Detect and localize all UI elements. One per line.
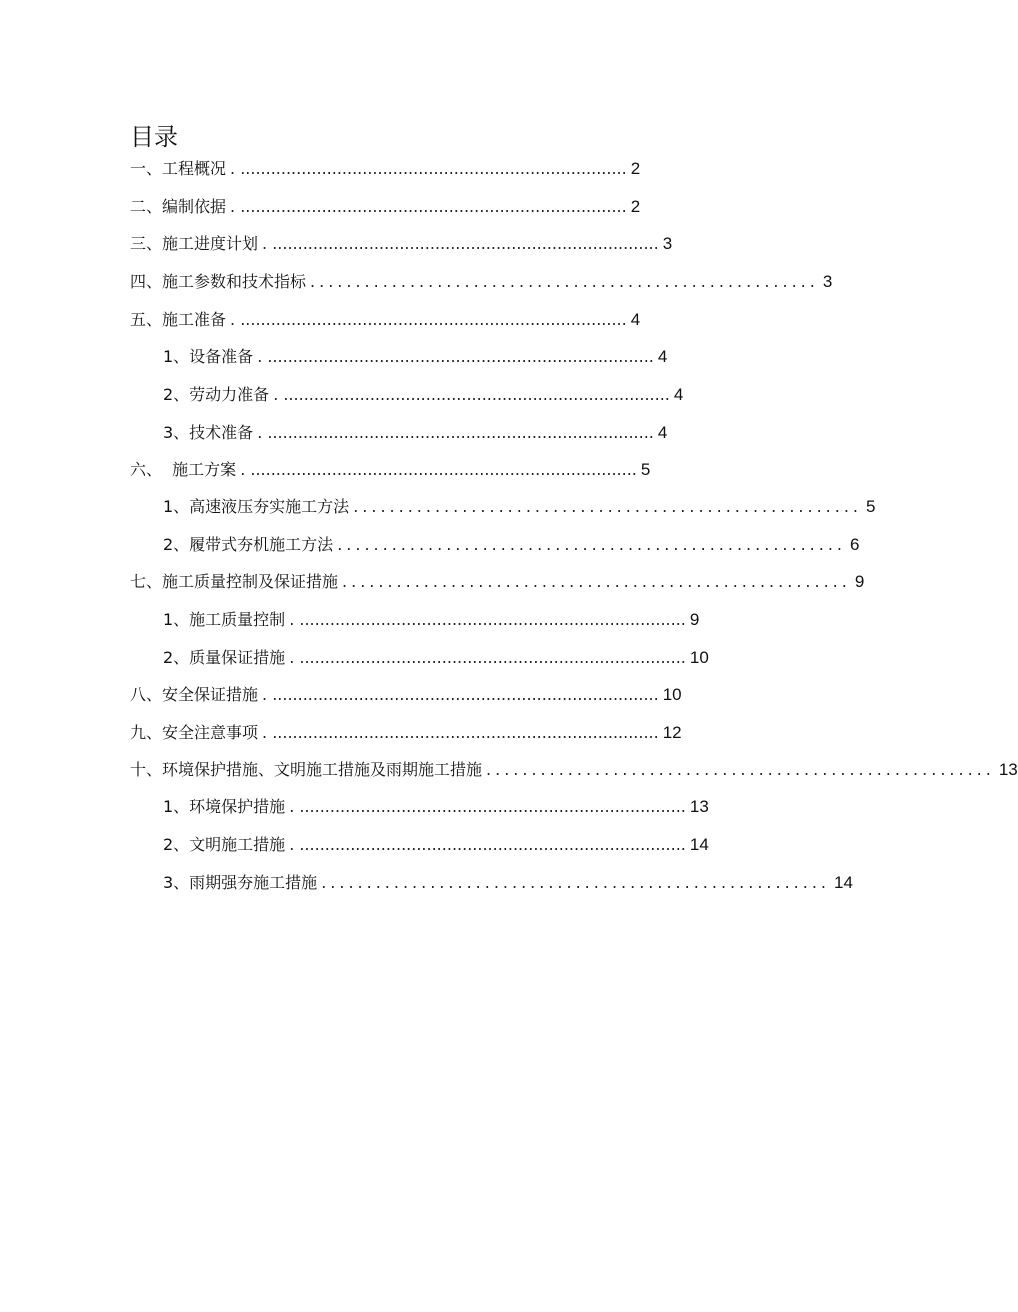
toc-leader: ........................................................ xyxy=(353,497,862,516)
toc-entry[interactable] xyxy=(163,421,668,445)
toc-entry-label: 九、安全注意事项 xyxy=(130,723,259,742)
toc-entry[interactable] xyxy=(130,157,641,181)
toc-entry-page: 4 xyxy=(657,423,668,442)
toc-entry-label: 一、工程概况 xyxy=(130,159,227,178)
toc-entry-label: 七、施工质量控制及保证措施 xyxy=(130,572,339,591)
toc-entry-page: 14 xyxy=(834,873,853,892)
toc-title: 目录 xyxy=(130,123,178,151)
toc-entry-label: 二、编制依据 xyxy=(130,197,227,216)
toc-entry[interactable] xyxy=(130,721,682,745)
toc-entry[interactable] xyxy=(163,646,709,670)
toc-leader: ........................................................ xyxy=(337,535,846,554)
toc-entry-label: 2、质量保证措施 xyxy=(163,648,286,667)
toc-entry-label: 六、 施工方案 xyxy=(130,460,237,479)
toc-leader: . ............................................................................ xyxy=(257,347,654,366)
toc-leader: ........................................................ xyxy=(310,272,819,291)
toc-entry-page: 3 xyxy=(662,234,673,253)
toc-entry-page: 12 xyxy=(662,723,682,742)
toc-entry[interactable] xyxy=(163,608,700,632)
toc-leader: . ............................................................................ xyxy=(289,835,686,854)
toc-leader: . ............................................................................ xyxy=(273,385,670,404)
toc-entry-page: 6 xyxy=(850,535,860,554)
toc-entry-label: 五、施工准备 xyxy=(130,310,227,329)
toc-entry-label: 四、施工参数和技术指标 xyxy=(130,272,307,291)
toc-entry[interactable] xyxy=(163,871,853,895)
toc-entry[interactable] xyxy=(130,308,641,332)
toc-entry[interactable] xyxy=(130,570,865,594)
toc-entry-label: 3、雨期强夯施工措施 xyxy=(163,873,318,892)
toc-entry[interactable] xyxy=(163,533,860,557)
toc-entry-page: 14 xyxy=(689,835,709,854)
toc-entry-page: 9 xyxy=(854,572,865,591)
toc-entry[interactable] xyxy=(163,383,684,407)
toc-entry-page: 5 xyxy=(640,460,651,479)
toc-entry-label: 1、施工质量控制 xyxy=(163,610,286,629)
toc-leader: . ............................................................................ xyxy=(230,159,627,178)
toc-entry[interactable] xyxy=(163,345,668,369)
toc-entry-page: 10 xyxy=(662,685,682,704)
toc-entry[interactable] xyxy=(130,758,1018,782)
toc-leader: . ............................................................................ xyxy=(262,234,659,253)
toc-leader: . ............................................................................ xyxy=(289,648,686,667)
toc-entry-label: 1、高速液压夯实施工方法 xyxy=(163,497,350,516)
toc-entry[interactable] xyxy=(130,458,651,482)
toc-leader: . ............................................................................ xyxy=(257,423,654,442)
toc-leader: . ............................................................................ xyxy=(240,460,637,479)
toc-leader: ........................................................ xyxy=(342,572,851,591)
toc-leader: . ............................................................................ xyxy=(289,797,686,816)
toc-entry-page: 5 xyxy=(866,497,876,516)
toc-entry-label: 2、劳动力准备 xyxy=(163,385,270,404)
toc-entry-label: 3、技术准备 xyxy=(163,423,254,442)
toc-entry[interactable] xyxy=(163,495,876,519)
toc-entry-page: 4 xyxy=(673,385,684,404)
toc-entry-label: 1、设备准备 xyxy=(163,347,254,366)
toc-entry-page: 3 xyxy=(822,272,833,291)
toc-leader: . ............................................................................ xyxy=(230,197,627,216)
toc-entry-label: 2、履带式夯机施工方法 xyxy=(163,535,334,554)
toc-entry-page: 2 xyxy=(630,197,641,216)
toc-leader: . ............................................................................ xyxy=(262,685,659,704)
toc-entry-page: 13 xyxy=(998,760,1018,779)
toc-entry-label: 十、环境保护措施、文明施工措施及雨期施工措施 xyxy=(130,760,483,779)
toc-entry-label: 八、安全保证措施 xyxy=(130,685,259,704)
toc-entry-page: 4 xyxy=(630,310,641,329)
toc-entry-page: 2 xyxy=(630,159,641,178)
toc-entry[interactable] xyxy=(130,232,673,256)
toc-leader: ........................................................ xyxy=(321,873,830,892)
toc-leader: . ............................................................................ xyxy=(230,310,627,329)
toc-entry-page: 4 xyxy=(657,347,668,366)
toc-entry[interactable] xyxy=(163,795,709,819)
toc-entry-label: 2、文明施工措施 xyxy=(163,835,286,854)
toc-leader: . ............................................................................ xyxy=(289,610,686,629)
toc-entry[interactable] xyxy=(130,195,641,219)
toc-entry-page: 10 xyxy=(689,648,709,667)
toc-entry-label: 1、环境保护措施 xyxy=(163,797,286,816)
toc-entry[interactable] xyxy=(130,270,833,294)
toc-entry-label: 三、施工进度计划 xyxy=(130,234,259,253)
toc-leader: ........................................................ xyxy=(486,760,995,779)
toc-entry[interactable] xyxy=(130,683,682,707)
toc-entry-page: 13 xyxy=(689,797,709,816)
toc-entry[interactable] xyxy=(163,833,709,857)
toc-entry-page: 9 xyxy=(689,610,700,629)
toc-leader: . ............................................................................ xyxy=(262,723,659,742)
